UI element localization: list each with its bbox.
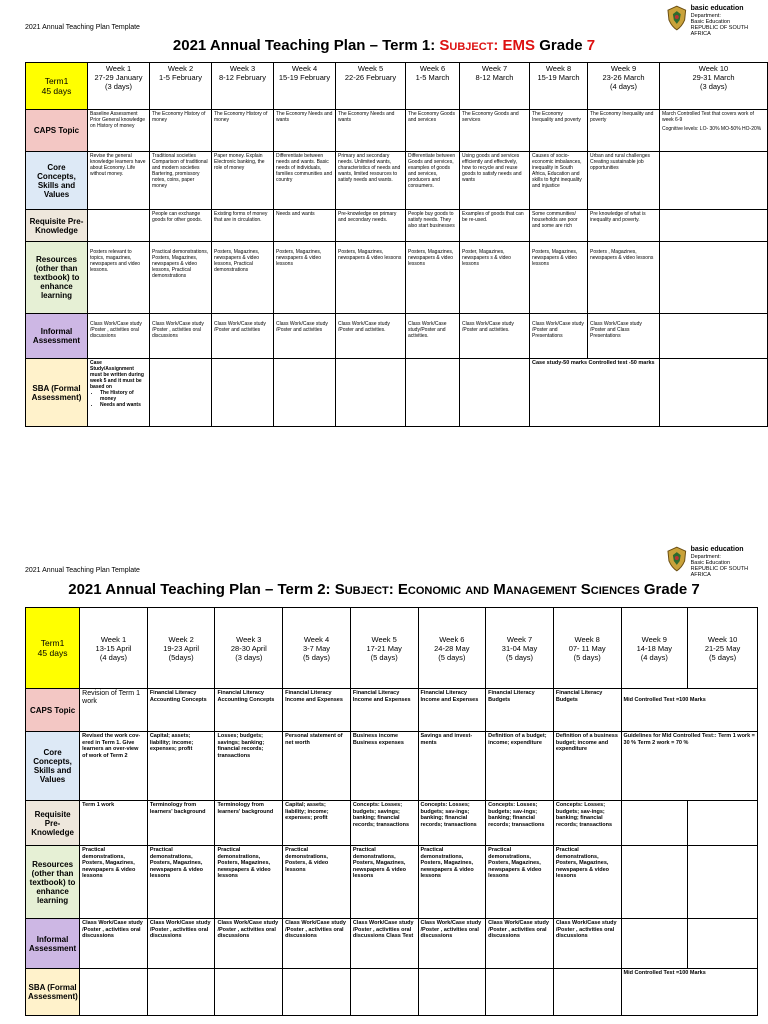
table-cell: Some communities/ households are poor and some are rich [530, 210, 588, 242]
row-label: CAPS Topic [26, 689, 80, 732]
table-cell [688, 801, 758, 846]
page-title [0, 581, 768, 598]
table-cell: Paper money. Explain Electronic banking, the role of money [212, 152, 274, 210]
table-cell: Terminology from learners' background [215, 801, 283, 846]
table-cell: Posters, Magazines, newspapers & video lessons [274, 242, 336, 314]
table-cell: Class Work/Case study/Poster and activities. [406, 314, 460, 359]
table-cell [88, 359, 150, 427]
page-title [0, 37, 768, 54]
row-label: Requisite Pre-Knowledge [26, 210, 88, 242]
table-cell: Traditional societies Comparison of traditional and modern societies Bartering, promissory notes, coins, paper money [150, 152, 212, 210]
table-cell: Poster, Magazines, newspapers s & video lessons [460, 242, 530, 314]
logo [666, 546, 768, 578]
page-header: 2021 Annual Teaching Plan Template [25, 567, 140, 574]
table-cell: Class Work/Case study /Poster , activities oral discussions [80, 919, 148, 969]
table-cell: Differentiate between needs and wants. Basic needs of individuals, families communities and country [274, 152, 336, 210]
prerequisite-row [26, 801, 758, 846]
week-header: Week 8 07- 11 May (5 days) [553, 608, 621, 689]
table-cell: Personal statement of net worth [283, 732, 351, 801]
table-cell [660, 110, 768, 152]
term-days: 45 days [37, 648, 68, 658]
table-cell: Financial Literacy Income and Expenses [418, 689, 486, 732]
table-cell [688, 919, 758, 969]
row-label: SBA (Formal Assessment) [26, 359, 88, 427]
table-cell: Class Work/Case study /Poster , activities oral discussions [486, 919, 554, 969]
table-cell: Class Work/Case study /Poster , activities oral discussions Class Test [350, 919, 418, 969]
resources-row [26, 846, 758, 919]
table-cell [88, 210, 150, 242]
table-cell: The Economy History of money [212, 110, 274, 152]
logo-line-1: Department: [690, 554, 721, 560]
table-cell [660, 314, 768, 359]
table-cell [274, 359, 336, 427]
table-cell: The Economy Inequality and poverty [588, 110, 660, 152]
coat-of-arms-icon [666, 546, 688, 572]
table-cell [215, 969, 283, 1016]
table-cell: Class Work/Case study /Poster , activities oral discussions [215, 919, 283, 969]
resources-row [26, 242, 768, 314]
table-cell [147, 969, 215, 1016]
table-cell: Revision of Term 1 work [80, 689, 148, 732]
logo-line-3: REPUBLIC OF SOUTH AFRICA [690, 25, 749, 37]
week-header: Week 5 22-26 February [336, 63, 406, 110]
week-header: Week 10 21-25 May (5 days) [688, 608, 758, 689]
table-cell: Financial Literacy Income and Expenses [350, 689, 418, 732]
week-header: Week 4 15-19 February [274, 63, 336, 110]
table-cell: Posters, Magazines, newspapers & video lessons [530, 242, 588, 314]
table-cell: Definition of a business budget; income and expenditure [553, 732, 621, 801]
teaching-plan-table [25, 62, 768, 427]
table-cell [460, 359, 530, 427]
term-corner-cell [26, 63, 88, 110]
week-header: Week 10 29-31 March (3 days) [660, 63, 768, 110]
week-header: Week 9 23-26 March (4 days) [588, 63, 660, 110]
table-cell: Term 1 work [80, 801, 148, 846]
sba-mid-test-cell: Mid Controlled Test =100 Marks [621, 969, 757, 1016]
table-cell [660, 210, 768, 242]
table-cell: Practical demonstrations, Posters, Magazines, newspapers & video lessons [553, 846, 621, 919]
table-cell: Pre-knowledge on primary and secondary needs. [336, 210, 406, 242]
row-label: CAPS Topic [26, 110, 88, 152]
table-cell: Urban and rural challenges Creating sustainable job opportunities [588, 152, 660, 210]
table-cell [212, 359, 274, 427]
table-cell: Financial Literacy Budgets [486, 689, 554, 732]
week-header: Week 1 13-15 April (4 days) [80, 608, 148, 689]
row-label: Core Concepts, Skills and Values [26, 732, 80, 801]
table-cell [621, 919, 688, 969]
row-label: Resources (other than textbook) to enhance learning [26, 846, 80, 919]
table-cell [553, 969, 621, 1016]
table-cell: Concepts: Losses; budgets; savings; banking; financial records; transactions [350, 801, 418, 846]
table-cell: Terminology from learners' background [147, 801, 215, 846]
table-cell: Concepts: Losses; budgets; sav-ings; banking; financial records; transactions [553, 801, 621, 846]
week-header: Week 7 8-12 March [460, 63, 530, 110]
core-concepts-row [26, 732, 758, 801]
table-cell: Class Work/Case study /Poster and activities. [460, 314, 530, 359]
table-cell: The Economy Inequality and poverty [530, 110, 588, 152]
caps-w10-text: March Controlled Test that covers work of week 6-9 [662, 111, 754, 123]
logo-line-3: REPUBLIC OF SOUTH AFRICA [690, 566, 749, 578]
week-header: Week 7 31-04 May (5 days) [486, 608, 554, 689]
table-cell: Class Work/Case study /Poster and activities [274, 314, 336, 359]
table-cell: Financial Literacy Accounting Concepts [147, 689, 215, 732]
logo-line-1: Department: [690, 13, 721, 19]
table-cell: Practical demonstrations, Posters, Magazines, newspapers & video lessons [350, 846, 418, 919]
table-cell: The Economy Goods and services [406, 110, 460, 152]
prerequisite-row [26, 210, 768, 242]
list-item: • Needs and wants [100, 402, 147, 408]
table-cell: Class Work/Case study /Poster and Presentations [530, 314, 588, 359]
table-cell: Class Work/Case study /Poster and activities. [336, 314, 406, 359]
table-cell: Capital; assets; liability; income; expenses; profit [147, 732, 215, 801]
table-cell [621, 801, 688, 846]
table-cell [486, 969, 554, 1016]
table-cell: Financial Literacy Accounting Concepts [215, 689, 283, 732]
table-cell: Practical demonstrations, Posters, Magazines, newspapers & video lessons, Practical demonstrations [150, 242, 212, 314]
week-header: Week 2 19-23 April (5days) [147, 608, 215, 689]
table-cell: Posters, Magazines, newspapers & video lessons [336, 242, 406, 314]
sba-topic-list [90, 390, 147, 408]
page-term-2 [0, 540, 768, 1024]
week-header: Week 1 27-29 January (3 days) [88, 63, 150, 110]
table-cell: The Economy Goods and services [460, 110, 530, 152]
table-cell [350, 969, 418, 1016]
term-label: Term1 [40, 638, 65, 648]
table-cell: Pre knowledge of what is inequality and poverty. [588, 210, 660, 242]
week-header: Week 9 14-18 May (4 days) [621, 608, 688, 689]
week-header: Week 6 1-5 March [406, 63, 460, 110]
title-main: 2021 Annual Teaching Plan – Term 1: [172, 37, 440, 54]
row-label: Resources (other than textbook) to enhance learning [26, 242, 88, 314]
table-cell [150, 359, 212, 427]
logo-name: basic education [690, 546, 744, 553]
week-header-row [26, 63, 768, 110]
page-header: 2021 Annual Teaching Plan Template [25, 24, 140, 31]
table-cell: Class Work/Case study /Poster and activities [212, 314, 274, 359]
table-cell: Revised the work cov-ered in Term 1. Give learners an over-view of work of Term 2 [80, 732, 148, 801]
table-cell [621, 846, 688, 919]
table-cell [660, 242, 768, 314]
table-cell: Primary and secondary needs. Unlimited wants, characteristics of needs and wants, limited resources to satisfy needs and wants. [336, 152, 406, 210]
informal-assessment-row [26, 919, 758, 969]
table-cell [660, 359, 768, 427]
title-grade-word: Grade [535, 37, 587, 54]
table-cell: Practical demonstrations, Posters, Magazines, newspapers & video lessons [147, 846, 215, 919]
table-cell: Posters relevant to topics, magazines, newspapers and video lessons. [88, 242, 150, 314]
table-cell: Financial Literacy Budgets [553, 689, 621, 732]
table-cell: Definition of a budget; income; expenditure [486, 732, 554, 801]
table-cell [688, 846, 758, 919]
title-main: 2021 Annual Teaching Plan – Term 2: [68, 581, 335, 598]
week-header-row [26, 608, 758, 689]
table-cell [283, 969, 351, 1016]
table-cell: Financial Literacy Income and Expenses [283, 689, 351, 732]
row-label: Requisite Pre-Knowledge [26, 801, 80, 846]
term-days: 45 days [41, 86, 72, 96]
table-cell: Class Work/Case study /Poster , activities oral discussions [88, 314, 150, 359]
table-cell: Practical demonstrations, Posters, Magazines, newspapers & video lessons [80, 846, 148, 919]
guidelines-cell: Guidelines for Mid Controlled Test:: Term 1 work = 30 % Term 2 work = 70 % [621, 732, 757, 801]
table-cell: People can exchange goods for other goods. [150, 210, 212, 242]
teaching-plan-table [25, 607, 758, 1016]
informal-assessment-row [26, 314, 768, 359]
week-header: Week 3 28-30 April (3 days) [215, 608, 283, 689]
table-cell: Concepts: Losses; budgets; sav-ings; banking; financial records; transactions [418, 801, 486, 846]
week-header: Week 4 3-7 May (5 days) [283, 608, 351, 689]
table-cell: Class Work/Case study /Poster , activities oral discussions [283, 919, 351, 969]
table-cell: Capital; assets; liability; income; expenses; profit [283, 801, 351, 846]
table-cell: Class Work/Case study /Poster , activities oral discussions [553, 919, 621, 969]
table-cell: Practical demonstrations, Posters, Magazines, newspapers & video lessons [215, 846, 283, 919]
row-label: Informal Assessment [26, 919, 80, 969]
logo-name: basic education [690, 5, 744, 12]
table-cell [660, 152, 768, 210]
title-grade-number: 7 [586, 37, 596, 54]
table-cell: Posters, Magazines, newspapers & video lessons [406, 242, 460, 314]
table-cell: The Economy Needs and wants [274, 110, 336, 152]
logo [666, 5, 768, 37]
table-cell: Differentiate between Goods and services, examples of goods and services, producers and consumers. [406, 152, 460, 210]
term-label: Term1 [44, 76, 69, 86]
table-cell: Posters , Magazines, newspapers & video lessons [588, 242, 660, 314]
mid-test-cell: Mid Controlled Test =100 Marks [621, 689, 757, 732]
list-item: • The History of money [100, 390, 147, 402]
table-cell: Class Work/Case study /Poster , activities oral discussions [418, 919, 486, 969]
week-header: Week 5 17-21 May (5 days) [350, 608, 418, 689]
table-cell [418, 969, 486, 1016]
coat-of-arms-icon [666, 5, 688, 31]
table-cell: People buy goods to satisfy needs. They also start businesses [406, 210, 460, 242]
week-header: Week 8 15-19 March [530, 63, 588, 110]
table-cell: Class Work/Case study /Poster , activities oral discussions [147, 919, 215, 969]
table-cell: Business income Business expenses [350, 732, 418, 801]
table-cell: Revise the general knowledge learners have about Economy. Life without money. [88, 152, 150, 210]
table-cell: Losses; budgets; savings; banking; financial records; transactions [215, 732, 283, 801]
title-grade: Grade 7 [639, 581, 700, 598]
table-cell: Concepts: Losses; budgets; sav-ings; banking; financial records; transactions [486, 801, 554, 846]
cognitive-levels: Cognitive levels: LO- 30% MO-50% HO-20% [662, 126, 762, 132]
table-cell: The Economy Needs and wants [336, 110, 406, 152]
title-subject: Subject: Economic and Management Sciences [334, 581, 640, 598]
page-term-1 [0, 0, 768, 480]
table-cell: Practical demonstrations, Posters, Magazines, newspapers & video lessons [486, 846, 554, 919]
caps-topic-row [26, 689, 758, 732]
sba-row [26, 969, 758, 1016]
table-cell: Posters, Magazines, newspapers & video lessons, Practical demonstrations [212, 242, 274, 314]
term-corner-cell [26, 608, 80, 689]
week-header: Week 6 24-28 May (5 days) [418, 608, 486, 689]
table-cell: Needs and wants [274, 210, 336, 242]
sba-marks-cell: Case study-50 marks Controlled test -50 marks [530, 359, 660, 427]
table-cell: Savings and invest-ments [418, 732, 486, 801]
table-cell: The Economy History of money [150, 110, 212, 152]
table-cell: Practical demonstrations, Posters, & video lessons [283, 846, 351, 919]
table-cell [80, 969, 148, 1016]
table-cell: Examples of goods that can be re-used. [460, 210, 530, 242]
table-cell: Baseline Assessment Prior General knowledge on History of money [88, 110, 150, 152]
row-label: Informal Assessment [26, 314, 88, 359]
table-cell: Class Work/Case study /Poster and Class Presentations [588, 314, 660, 359]
sba-instructions: Case Study/Assignment must be written during week 5 and it must be based on [90, 360, 144, 390]
caps-topic-row [26, 110, 768, 152]
logo-line-2: Basic Education [690, 560, 731, 566]
sba-row [26, 359, 768, 427]
table-cell [336, 359, 406, 427]
week-header: Week 3 8-12 February [212, 63, 274, 110]
logo-line-2: Basic Education [690, 19, 731, 25]
table-cell: Class Work/Case study /Poster , activities oral discussions [150, 314, 212, 359]
table-cell [406, 359, 460, 427]
core-concepts-row [26, 152, 768, 210]
table-cell: Causes of socio-economic imbalances, inequality in South Africa, Education and skills to fight inequality and injustice [530, 152, 588, 210]
table-cell: Existing forms of money that are in circulation. [212, 210, 274, 242]
row-label: SBA (Formal Assessment) [26, 969, 80, 1016]
week-header: Week 2 1-5 February [150, 63, 212, 110]
table-cell: Using goods and services efficiently and effectively, how to recycle and reuse goods to satisfy needs and wants [460, 152, 530, 210]
title-subject: Subject: EMS [439, 37, 536, 54]
table-cell: Practical demonstrations, Posters, Magazines, newspapers & video lessons [418, 846, 486, 919]
row-label: Core Concepts, Skills and Values [26, 152, 88, 210]
